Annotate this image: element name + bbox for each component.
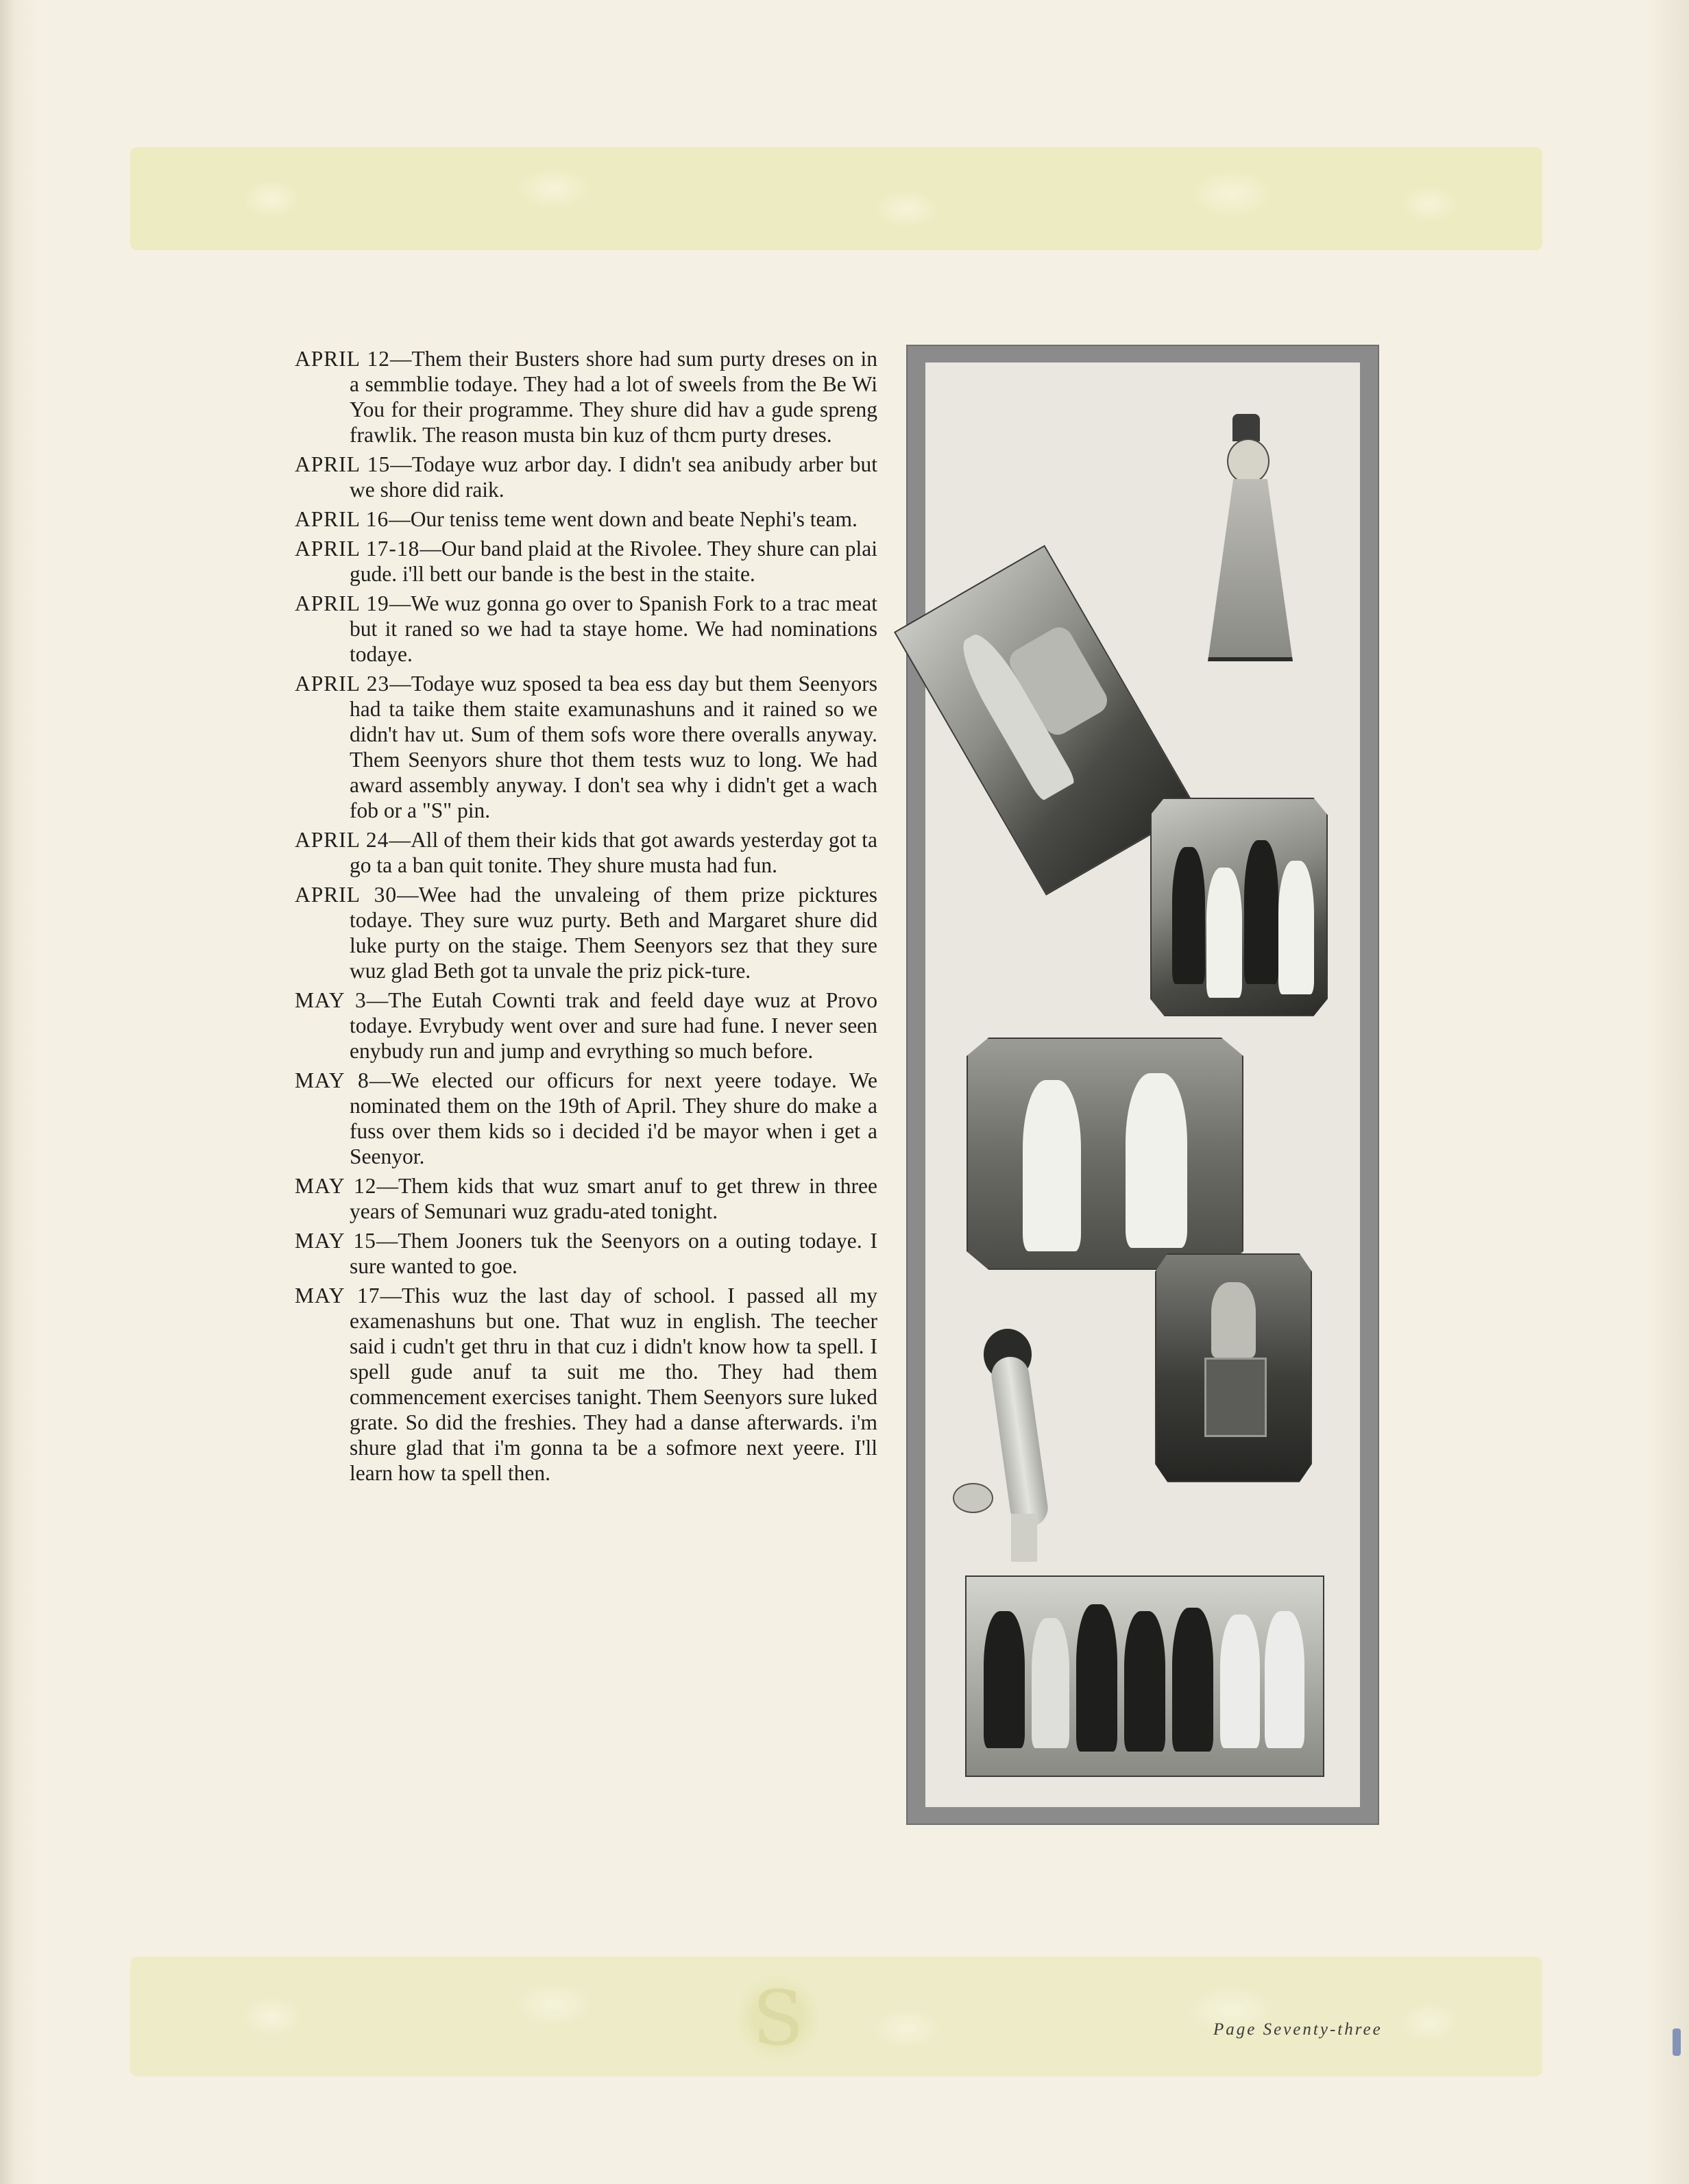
cutout-head — [1227, 439, 1269, 484]
entry-text: —Todaye wuz sposed ta bea ess day but them Seenyors had ta taike them staite examunashuns and it rained so we didn't hav ut. Sum of them sofs wore there overalls anyway. Them Seenyors shure thot them tests wuz to long. We had award assembly anyway. I don't sea why i didn't get a wach fob or a "S" pin. — [350, 672, 877, 822]
photo-figure — [1211, 1282, 1256, 1358]
diary-entry — [295, 987, 877, 1064]
diary-entry — [295, 1068, 877, 1169]
entry-date: APRIL 12 — [295, 347, 390, 371]
photo-figure — [1172, 1608, 1213, 1752]
photo-figure — [1265, 1611, 1304, 1748]
entry-date: APRIL 24 — [295, 828, 389, 852]
cutout-hat — [1232, 414, 1260, 441]
top-ornament-band — [130, 147, 1542, 250]
diary-entry — [295, 536, 877, 587]
photo-figure — [984, 1611, 1025, 1748]
diary-entry — [295, 671, 877, 823]
photo-group-of-boys — [965, 1575, 1324, 1777]
diary-entry — [295, 1283, 877, 1486]
entry-date: MAY 8 — [295, 1068, 369, 1092]
cutout-ribbon — [989, 1354, 1050, 1529]
school-monogram: S — [737, 1974, 819, 2063]
photo-figure — [1124, 1611, 1165, 1752]
bottom-ornament-band — [130, 1956, 1542, 2076]
entry-date: APRIL 30 — [295, 883, 398, 907]
entry-date: MAY 17 — [295, 1284, 380, 1308]
photo-figure — [1023, 1080, 1081, 1251]
entry-text: —All of them their kids that got awards yesterday got ta go ta a ban quit tonite. They shure musta had fun. — [350, 828, 877, 877]
diary-entry — [295, 827, 877, 878]
entry-date: MAY 3 — [295, 988, 367, 1012]
photo-collage-background — [925, 363, 1360, 1807]
photo-figure — [1206, 868, 1242, 998]
photo-figure — [1220, 1615, 1260, 1748]
entry-text: —Our teniss teme went down and beate Nephi's team. — [389, 507, 858, 531]
entry-text: —Them kids that wuz smart anuf to get threw in three years of Semunari wuz gradu-ated tonight. — [350, 1174, 877, 1223]
diary-entry — [295, 452, 877, 502]
entry-date: APRIL 17-18 — [295, 537, 420, 561]
diary-entry — [295, 882, 877, 983]
diary-entry — [295, 506, 877, 532]
diary-column — [295, 346, 877, 1490]
cutout-dress — [1208, 479, 1293, 661]
photo-collage-panel — [906, 345, 1379, 1825]
page-edge-mark — [1673, 2028, 1681, 2056]
photo-figure — [1076, 1604, 1117, 1752]
photo-figure — [1278, 861, 1314, 994]
cutout-legs — [1011, 1514, 1037, 1562]
entry-text: —Them their Busters shore had sum purty dreses on in a semmblie todaye. They had a lot of sweels from the Be Wi You for their programme. They shure did hav a gude spreng frawlik. The reason musta bin kuz of thcm purty dreses. — [350, 347, 877, 447]
entry-text: —Wee had the unvaleing of them prize picktures todaye. They sure wuz purty. Beth and Margaret shure did luke purty on the staige. Them Seenyors sez that they sure wuz glad Beth got ta unvale the priz pick-ture. — [350, 883, 877, 983]
photo-figure — [1244, 840, 1278, 984]
entry-text: —Todaye wuz arbor day. I didn't sea anibudy arber but we shore did raik. — [350, 452, 877, 502]
entry-date: MAY 15 — [295, 1229, 376, 1253]
diary-entry — [295, 1228, 877, 1279]
entry-text: —We elected our officurs for next yeere todaye. We nominated them on the 19th of April. They shure do make a fuss over them kids so i decided i'd be mayor when i get a Seenyor. — [350, 1068, 877, 1168]
page-number: Page Seventy-three — [1213, 2020, 1383, 2039]
entry-date: APRIL 16 — [295, 507, 389, 531]
photo-cutout-costumed-girl — [1200, 414, 1302, 661]
photo-car-grille — [1204, 1358, 1267, 1437]
photo-figure — [1126, 1073, 1187, 1248]
photo-costumed-pair — [967, 1038, 1243, 1270]
photo-cutout-girl-with-hat — [946, 1329, 1062, 1562]
diary-entry — [295, 591, 877, 667]
entry-date: APRIL 19 — [295, 591, 389, 615]
entry-text: —This wuz the last day of school. I passed all my examenashuns but one. That wuz in english. The teecher said i cudn't get thru in that cuz i didn't know how ta spell. I spell gude anuf ta suit me tho. They had them commencement exercises tanight. Them Seenyors sure luked grate. So did the freshies. They had a danse afterwards. i'm shure glad that i'm gonna ta be a sofmore next yeere. I'll learn how ta spell then. — [350, 1284, 877, 1485]
diary-entry — [295, 346, 877, 447]
entry-date: APRIL 15 — [295, 452, 391, 476]
photo-girl-on-car — [1155, 1253, 1312, 1482]
photo-figure — [1032, 1618, 1069, 1748]
entry-text: —The Eutah Cownti trak and feeld daye wuz at Provo todaye. Evrybudy went over and sure had fune. I never seen enybudy run and jump and evrything so much before. — [350, 988, 877, 1063]
entry-date: MAY 12 — [295, 1174, 377, 1198]
entry-text: —Our band plaid at the Rivolee. They shure can plai gude. i'll bett our bande is the best in the staite. — [350, 537, 877, 586]
photo-figure — [1172, 847, 1205, 984]
entry-text: —We wuz gonna go over to Spanish Fork to a trac meat but it raned so we had ta staye home. We had nominations todaye. — [350, 591, 877, 666]
entry-date: APRIL 23 — [295, 672, 390, 696]
photo-group-of-four — [1150, 798, 1328, 1016]
cutout-hat-in-hand — [953, 1483, 993, 1513]
diary-entry — [295, 1173, 877, 1224]
entry-text: —Them Jooners tuk the Seenyors on a outing todaye. I sure wanted to goe. — [350, 1229, 877, 1278]
